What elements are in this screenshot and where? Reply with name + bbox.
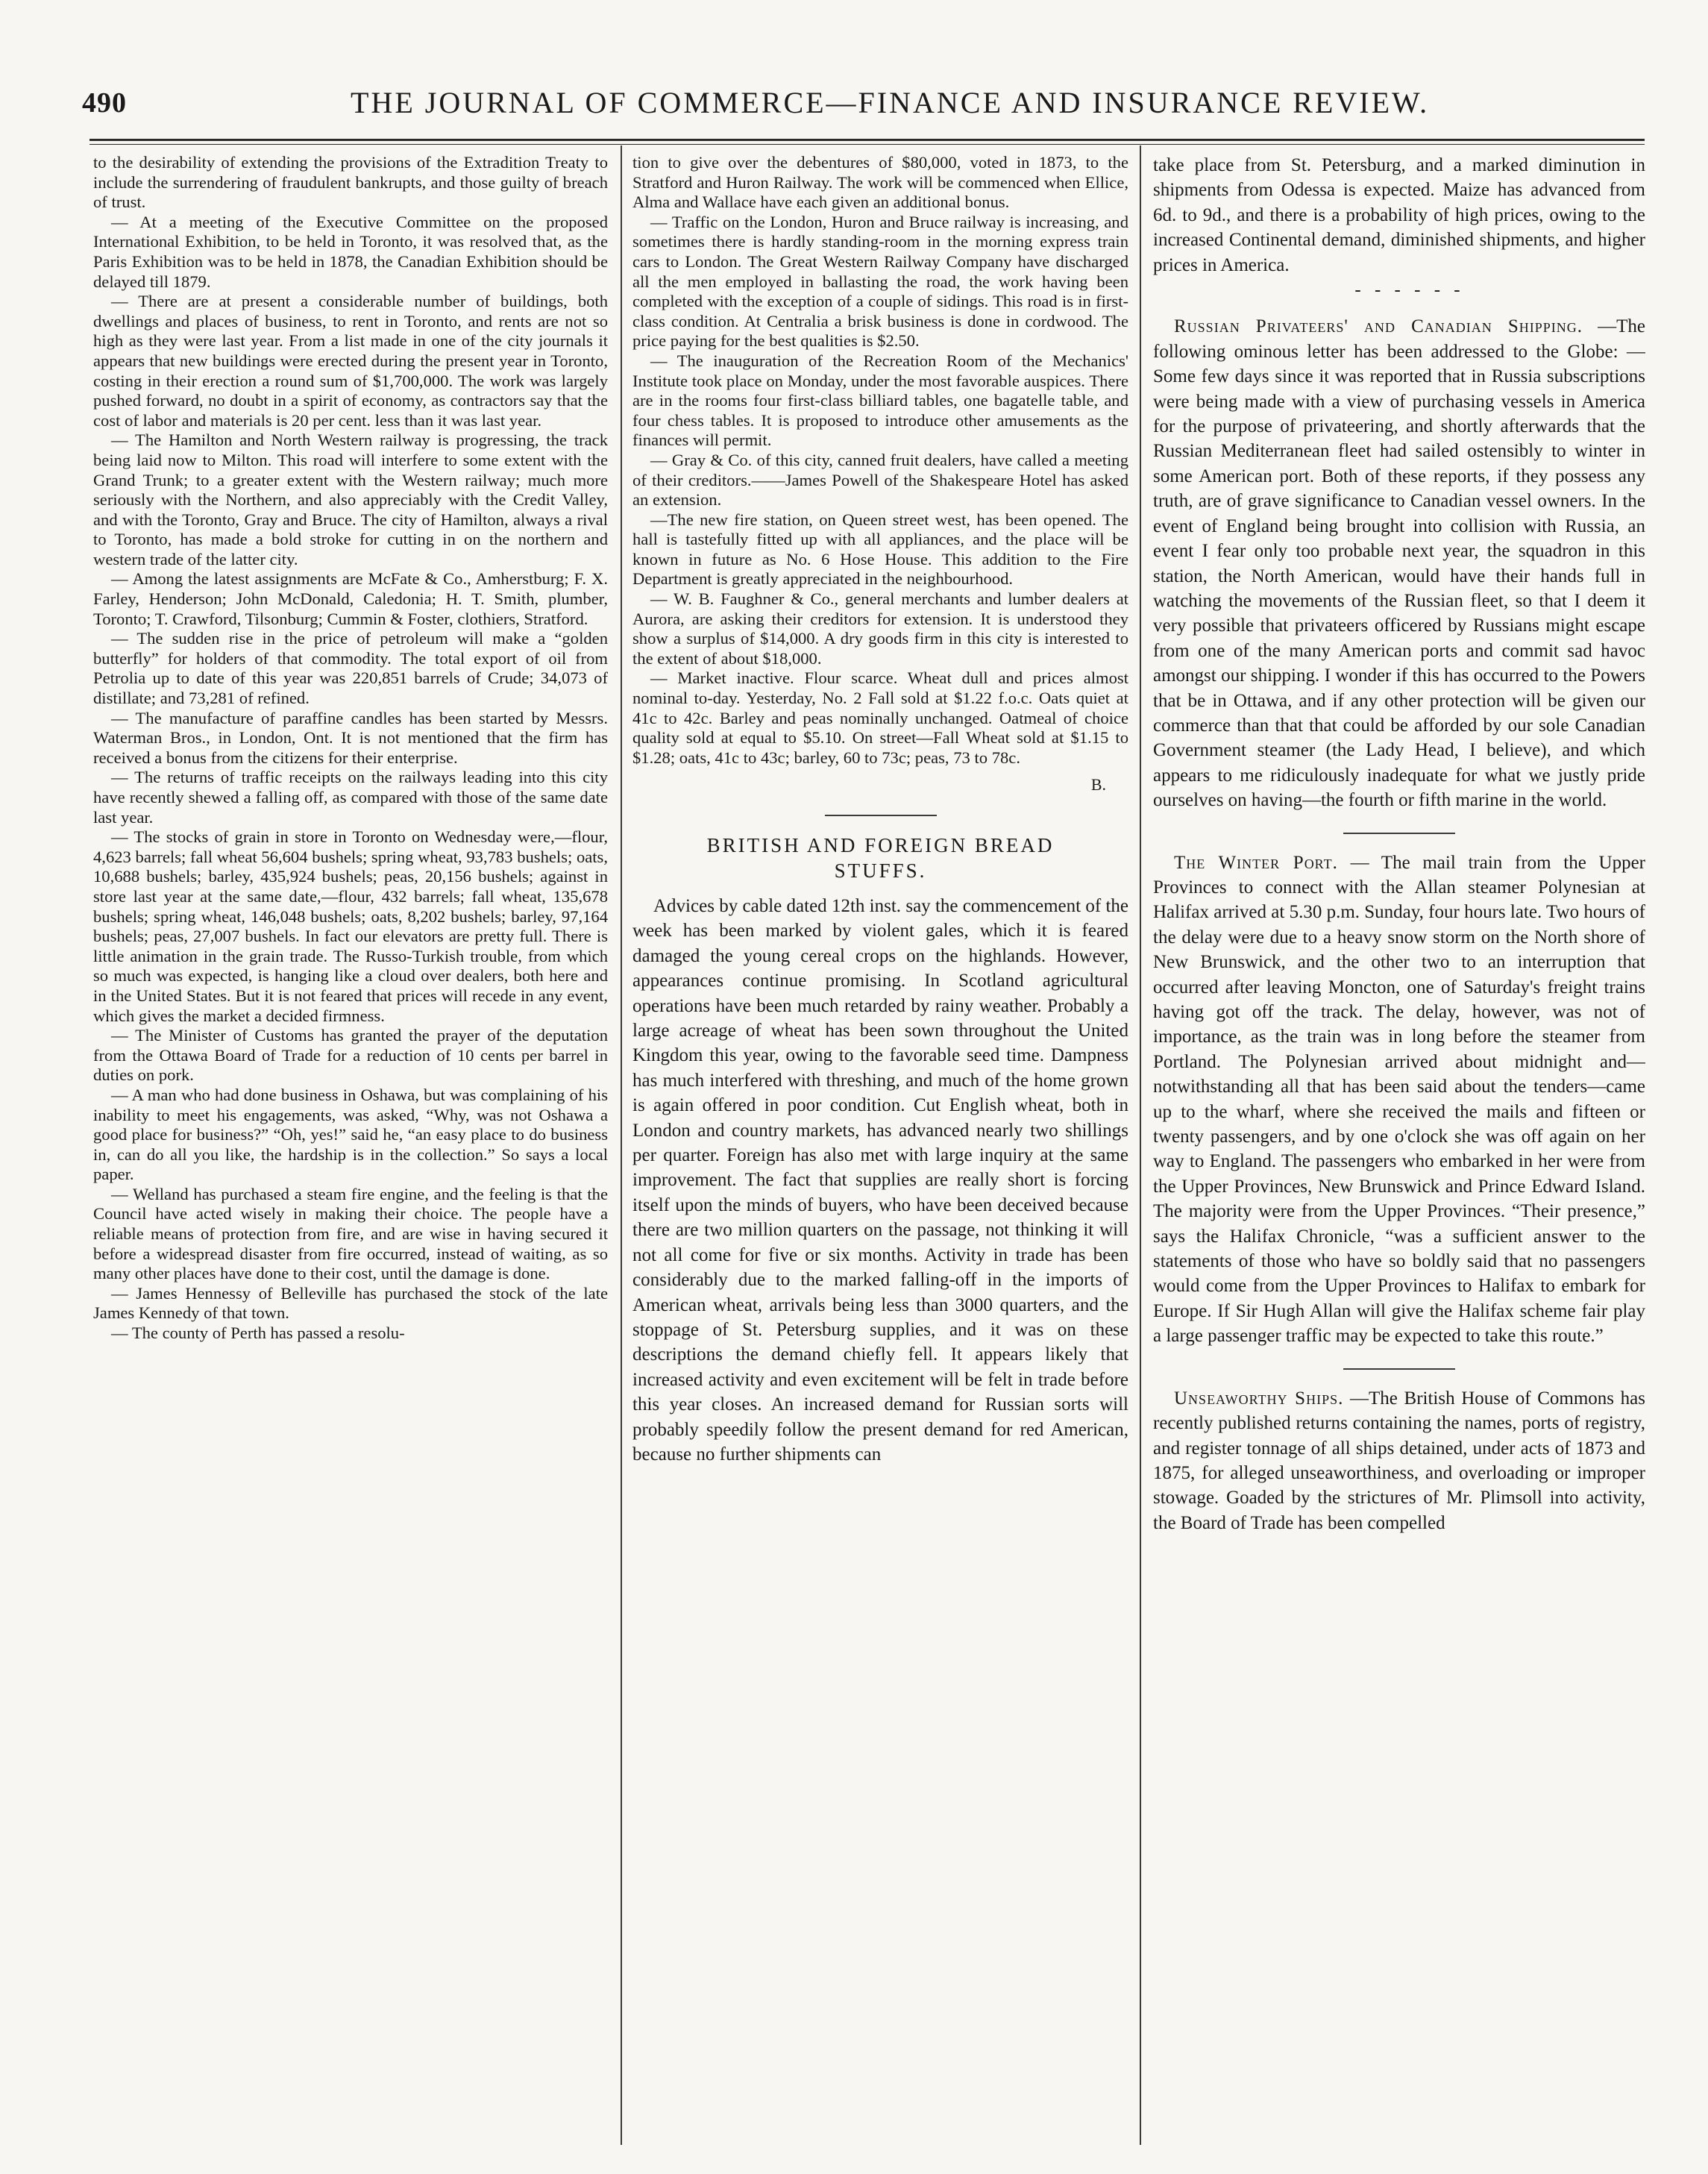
paragraph: — The county of Perth has passed a resolu- [111,1323,405,1343]
page-header [82,81,1648,125]
paragraph: — Market inactive. Flour scarce. Wheat dull and prices almost nominal to-day. Yesterday, No. 2 Fall sold at $1.22 f.o.c. Oats quiet at 41c to 42c. Barley and peas nominally unchanged. Oatmeal of choice quality sold at equal to $5.10. On street—Fall Wheat sold at $1.15 to $1.28; oats, 41c to 43c; barley, 60 to 73c; peas, 73 to 78c. [632,668,1128,767]
section-divider [1343,833,1455,834]
header-rule [90,139,1645,145]
paragraph: to the desirability of extending the provisions of the Extradition Treaty to include the surrendering of fraudulent bankrupts, and those guilty of breach of trust. [93,153,608,212]
paragraph: — The returns of traffic receipts on the railways leading into this city have recently shewed a falling off, as compared with those of the same date last year. [93,768,608,827]
paragraph: — Gray & Co. of this city, canned fruit dealers, have called a meeting of their creditors.——James Powell of the Shakespeare Hotel has asked an extension. [632,450,1128,510]
paragraph: tion to give over the debentures of $80,000, voted in 1873, to the Stratford and Huron Railway. The work will be commenced when Ellice, Alma and Wallace have each given an additional bonus. [632,153,1128,212]
column-divider [621,145,622,2145]
paragraph: take place from St. Petersburg, and a marked diminution in shipments from Odessa is expected. Maize has advanced from 6d. to 9d., and there is a probability of high prices, owing to the increased Continental demand, diminished shipments, and higher prices in America. [1153,155,1645,275]
paragraph [1153,851,1645,1349]
paragraph [1153,1386,1645,1535]
dash-separator: - - - - - - [1354,280,1465,301]
section-heading [632,833,1128,883]
column-divider [1140,145,1141,2145]
paragraph: — The Hamilton and North Western railway is progressing, the track being laid now to Milton. This road will interfere to some extent with the Grand Trunk; to a greater extent with the Western railway; much more seriously with the Northern, and also appreciably with the Credit Valley, and with the Toronto, Gray and Bruce. The city of Hamilton, always a rival to Toronto, has made a bold stroke for cutting in on the northern and western trade of the latter city. [93,430,608,568]
column-3 [1153,153,1645,2152]
paragraph: — A man who had done business in Oshawa, but was complaining of his inability to meet his engagements, was asked, “Why, was not Oshawa a good place for business?” “Oh, yes!” said he, “an easy place to do business in, can do all you like, the hardship is in the collection.” So says a local paper. [93,1085,608,1184]
journal-title: THE JOURNAL OF COMMERCE—FINANCE AND INSURANCE REVIEW. [351,86,1430,119]
page-number: 490 [82,87,127,119]
paragraph: — The inauguration of the Recreation Room of the Mechanics' Institute took place on Monday, under the most favorable auspices. There are in the rooms four first-class billiard tables, one bagatelle table, and four chess tables. It is proposed to introduce other amusements as the finances will permit. [632,351,1128,450]
paragraph: — The sudden rise in the price of petroleum will make a “golden butterfly” for holders of that commodity. The total export of oil from Petrolia up to date of this year was 220,851 barrels of Crude; 34,073 of distillate; and 73,281 of refined. [93,629,608,708]
article-body: —The following ominous letter has been addressed to the Globe: —Some few days since it was reported that in Russia subscriptions were being made with a view of purchasing vessels in America for the purpose of privateering, and shortly afterwards that the Russian Mediterranean fleet had sailed ostensibly to winter in some American port. Both of these reports, if they possess any truth, are of grave significance to Canadian vessel owners. In the event of England being brought into collision with Russia, an event I fear only too probable next year, the squadron in this station, the North American, would have their hands full in watching the movements of the Russian fleet, so that I deem it very possible that privateers officered by Russians might escape from one of the many American ports and commit sad havoc amongst our shipping. I wonder if this has occurred to the Powers that be in Ottawa, and if any other protection will be given our commerce than that that could be afforded by our sole Canadian Government steamer (the Lady Head, I believe), and which appears to me ridiculously inadequate for what we justly pride ourselves on having—the fourth or fifth marine in the world. [1153,316,1645,811]
paragraph: —The new fire station, on Queen street west, has been opened. The hall is tastefully fitted up with all appliances, and the place will be known in future as No. 6 Hose House. This addition to the Fire Department is greatly appreciated in the neighbourhood. [632,510,1128,589]
paragraph: Advices by cable dated 12th inst. say the commencement of the week has been marked by violent gales, which it is feared damaged the young cereal crops on the highlands. However, appearances continue promising. In Scotland agricultural operations have been much retarded by rainy weather. Probably a large acreage of wheat has been sown throughout the United Kingdom this year, owing to the favorable seed time. Dampness has much interfered with threshing, and much of the home grown is again offered in poor condition. Cut English wheat, both in London and country markets, has advanced nearly two shillings per quarter. Foreign has also met with large inquiry at the same improvement. The fact that supplies are really short is forcing itself upon the minds of buyers, who have been deceived because there are two million quarters on the passage, not thinking it will not all come for five or six months. Activity in trade has been considerably due to the marked falling-off in the imports of American wheat, arrivals being less than 3000 quarters, and the stoppage of St. Petersburg supplies, and it was on these descriptions the demand chiefly fell. It appears likely that increased activity and even excitement will be felt in trade before this year closes. An increased demand for Russian sorts will probably speedily follow the present demand for red American, because no further shipments can [632,896,1128,1465]
heading-line: STUFFS. [834,859,927,882]
paragraph: — There are at present a considerable number of buildings, both dwellings and places of business, to rent in Toronto, and rents are not so high as they were last year. From a list made in one of the city journals it appears that new buildings were erected during the present year in Toronto, costing in their erection a round sum of $1,700,000. The work was largely pushed forward, no doubt in a spirit of economy, as contractors say that the cost of labor and materials is 20 per cent. less than it was last year. [93,292,608,430]
article-title: Unseaworthy Ships. [1174,1388,1344,1409]
section-divider [1343,1368,1455,1370]
paragraph: — Traffic on the London, Huron and Bruce railway is increasing, and sometimes there is hardly standing-room in the morning express train cars to London. The Great Western Railway Company have discharged all the men employed in ballasting the road, the work having been completed with the exception of a couple of sidings. This road is in first-class condition. At Centralia a brisk business is done in cordwood. The price paying for the best qualities is $2.50. [632,212,1128,351]
section-divider [825,815,937,816]
paragraph: — Welland has purchased a steam fire engine, and the feeling is that the Council have acted wisely in making their choice. The people have a reliable means of protection from fire, and are wise in having secured it before a widespread disaster from fire occurred, instead of waiting, as so many other places have done to their cost, until the damage is done. [93,1184,608,1283]
article-title: Russian Privateers' and Canadian Shipping. [1174,316,1583,337]
paragraph: — At a meeting of the Executive Committee on the proposed International Exhibition, to be held in Toronto, it was resolved that, as the Paris Exhibition was to be held in 1878, the Canadian Exhibition should be delayed till 1879. [93,212,608,291]
article-title: The Winter Port. [1174,852,1338,873]
paragraph [1153,314,1645,812]
paragraph: — James Hennessy of Belleville has purchased the stock of the late James Kennedy of that town. [93,1283,608,1323]
paragraph: — The Minister of Customs has granted the prayer of the deputation from the Ottawa Board of Trade for a reduction of 10 cents per barrel in duties on pork. [93,1026,608,1085]
paragraph: — W. B. Faughner & Co., general merchants and lumber dealers at Aurora, are asking their creditors for extension. It is understood they show a surplus of $14,000. A dry goods firm in this city is interested to the extent of about $18,000. [632,589,1128,668]
heading-line: BRITISH AND FOREIGN BREAD [706,834,1055,856]
column-1 [93,153,608,2152]
signature: B. [1090,775,1106,795]
column-2 [632,153,1128,2152]
paragraph: — The stocks of grain in store in Toronto on Wednesday were,—flour, 4,623 barrels; fall wheat 56,604 bushels; spring wheat, 93,783 bushels; oats, 10,688 bushels; barley, 435,924 bushels; peas, 20,156 bushels; against in store last year at the same date,—flour, 432 barrels; fall wheat, 135,678 bushels; spring wheat, 146,048 bushels; oats, 8,202 bushels; barley, 97,164 bushels; peas, 27,007 bushels. In fact our elevators are pretty full. There is little animation in the grain trade. The Russo-Turkish trouble, from which so much was expected, is hanging like a cloud over dealers, both here and in the United States. But it is not feared that prices will recede in any event, which gives the market a decided firmness. [93,827,608,1025]
article-body: —The British House of Commons has recently published returns containing the names, ports of registry, and register tonnage of all ships detained, under acts of 1873 and 1875, for alleged unseaworthiness, and overloading or improper stowage. Goaded by the strictures of Mr. Plimsoll into activity, the Board of Trade has been compelled [1153,1388,1645,1533]
paragraph: — Among the latest assignments are McFate & Co., Amherstburg; F. X. Farley, Henderson; John McDonald, Caledonia; H. T. Smith, plumber, Toronto; T. Crawford, Tilsonburg; Cummin & Foster, clothiers, Stratford. [93,569,608,628]
article-body: — The mail train from the Upper Provinces to connect with the Allan steamer Polynesian at Halifax arrived at 5.30 p.m. Sunday, four hours late. Two hours of the delay were due to a heavy snow storm on the North shore of New Brunswick, and the other two to an interruption that occurred after leaving Moncton, one of Saturday's freight trains having got off the track. The delay, however, was not of importance, as the train was in long before the steamer from Portland. The Polynesian arrived about midnight and—notwithstanding all that has been said about the tenders—came up to the wharf, where she received the mails and fifteen or twenty passengers, and by one o'clock she was off again on her way to England. The passengers who embarked in her were from the Upper Provinces, New Brunswick and Prince Edward Island. The majority were from the Upper Provinces. “Their presence,” says the Halifax Chronicle, “was a sufficient answer to the statements of those who have so boldly said that no passengers would come from the Upper Provinces to Halifax to embark for Europe. If Sir Hugh Allan will give the Halifax scheme fair play a large passenger traffic may be expected to take this route.” [1153,852,1645,1347]
paragraph: — The manufacture of paraffine candles has been started by Messrs. Waterman Bros., in London, Ont. It is not mentioned that the firm has received a bonus from the citizens for their enterprise. [93,708,608,767]
